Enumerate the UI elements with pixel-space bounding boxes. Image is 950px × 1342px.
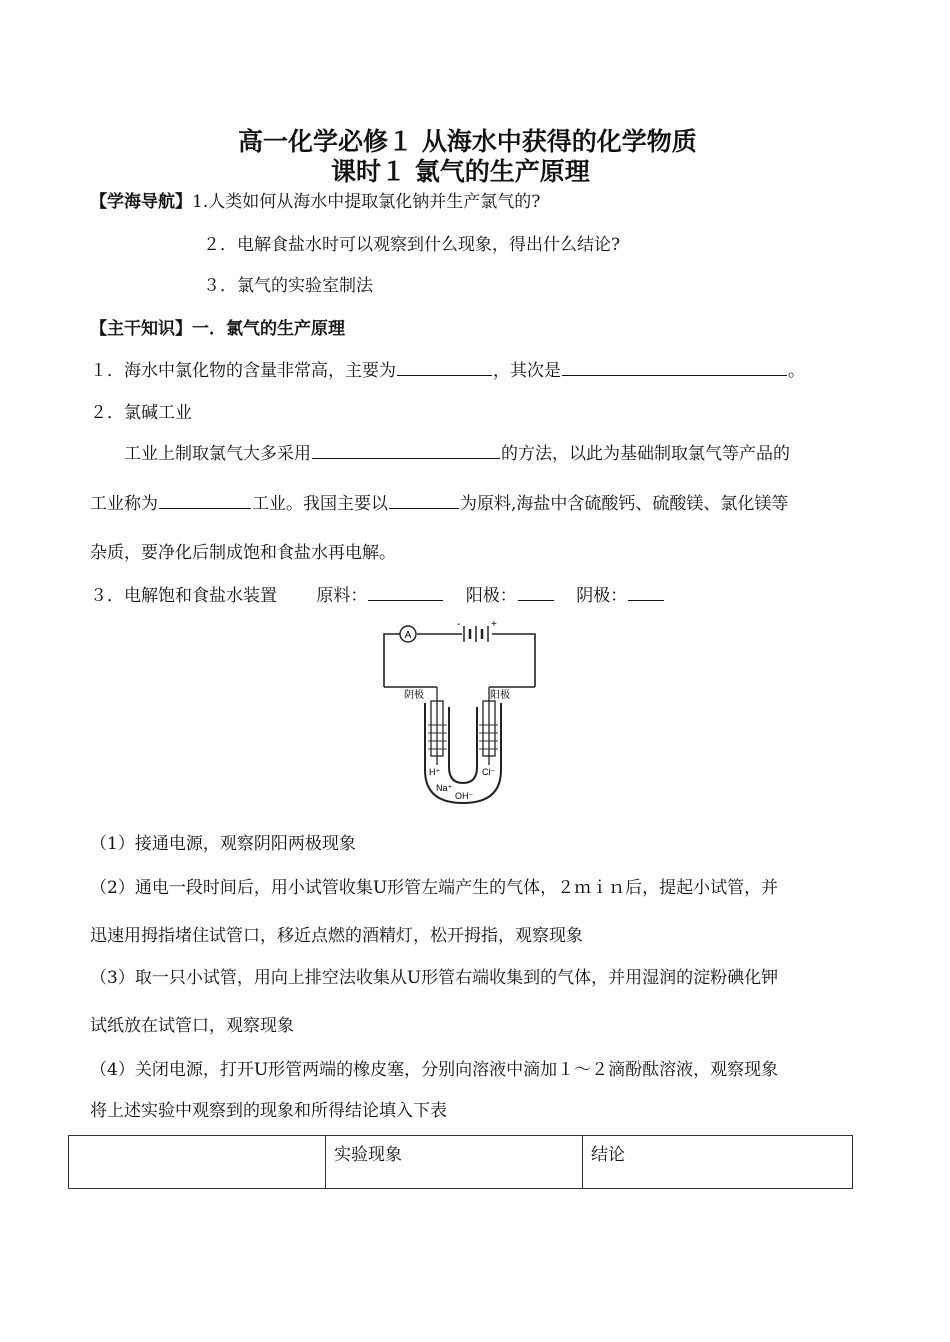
battery-icon bbox=[464, 626, 488, 642]
blank-method[interactable] bbox=[312, 443, 500, 459]
step-2-line-2: 迅速用拇指堵住试管口，移近点燃的酒精灯，松开拇指，观察现象 bbox=[90, 926, 583, 946]
step-4: （4）关闭电源，打开U形管两端的橡皮塞，分别向溶液中滴加１～２滴酚酞溶液，观察现象 bbox=[90, 1060, 779, 1080]
page-title: 高一化学必修１ 从海水中获得的化学物质 bbox=[238, 127, 697, 156]
q2-text-a: 工业上制取氯气大多采用 bbox=[124, 444, 311, 464]
q2-text-e: 为原料,海盐中含硫酸钙、硫酸镁、氯化镁等 bbox=[460, 494, 789, 514]
table-header-blank[interactable] bbox=[69, 1136, 326, 1189]
u-tube-inner bbox=[449, 707, 477, 783]
question-2-line-3: 杂质，要净化后制成饱和食盐水再电解。 bbox=[90, 543, 396, 563]
q3-label: ３．电解饱和食盐水装置 bbox=[90, 586, 277, 606]
knowledge-heading bbox=[90, 314, 345, 339]
table-row bbox=[69, 1136, 853, 1189]
q2-text-b: 的方法，以此为基础制取氯气等产品的 bbox=[501, 444, 790, 464]
nav-item-1: 1.人类如何从海水中提取氯化钠并生产氯气的? bbox=[192, 192, 541, 212]
step-1: （1）接通电源，观察阴阳两极现象 bbox=[90, 834, 356, 854]
q3-anode-label: 阳极： bbox=[465, 586, 517, 606]
question-1 bbox=[90, 356, 805, 381]
question-2-line-2 bbox=[90, 489, 788, 514]
q2-text-c: 工业称为 bbox=[90, 494, 158, 514]
battery-plus: + bbox=[491, 619, 497, 630]
knowledge-title: 一．氯气的生产原理 bbox=[192, 319, 345, 339]
nav-tag: 【学海导航】 bbox=[90, 192, 192, 212]
q2-text-d: 工业。我国主要以 bbox=[252, 494, 388, 514]
q1-text-a: １．海水中氯化物的含量非常高，主要为 bbox=[90, 361, 396, 381]
nav-item-2: ２．电解食盐水时可以观察到什么现象，得出什么结论? bbox=[203, 235, 621, 255]
table-header-conclusion: 结论 bbox=[583, 1136, 853, 1189]
blank-industry-name[interactable] bbox=[159, 493, 251, 509]
nav-section bbox=[90, 187, 540, 212]
battery-minus: - bbox=[457, 619, 461, 630]
blank-secondary-chloride[interactable] bbox=[562, 360, 787, 376]
q1-text-c: 。 bbox=[788, 361, 805, 381]
page-subtitle: 课时１ 氯气的生产原理 bbox=[331, 157, 590, 186]
q1-text-b: ，其次是 bbox=[493, 361, 561, 381]
question-2-line-1 bbox=[124, 439, 790, 464]
q3-raw-label: 原料： bbox=[316, 586, 368, 606]
q3-cathode-label: 阴极： bbox=[576, 586, 628, 606]
blank-raw[interactable] bbox=[368, 585, 443, 601]
ammeter-label: A bbox=[404, 630, 412, 641]
ion-cl: Cl⁻ bbox=[482, 767, 496, 777]
blank-cathode[interactable] bbox=[628, 585, 664, 601]
step-2-line-1: （2）通电一段时间后，用小试管收集U形管左端产生的气体，２ｍｉｎ后，提起小试管，并 bbox=[90, 878, 779, 898]
blank-raw-material[interactable] bbox=[389, 493, 459, 509]
solution-level-marks bbox=[428, 725, 498, 749]
ion-oh: OH⁻ bbox=[455, 791, 474, 801]
step-3-line-1: （3）取一只小试管，用向上排空法收集从U形管右端收集到的气体，并用湿润的淀粉碘化钾 bbox=[90, 968, 779, 988]
ion-h: H⁺ bbox=[429, 767, 441, 777]
step-5: 将上述实验中观察到的现象和所得结论填入下表 bbox=[90, 1101, 447, 1121]
question-2-label: ２．氯碱工业 bbox=[90, 403, 192, 423]
knowledge-tag: 【主干知识】 bbox=[90, 319, 192, 339]
electrolysis-apparatus-figure bbox=[370, 615, 560, 810]
anode-label: 阳极 bbox=[490, 690, 510, 701]
table-header-phenomenon: 实验现象 bbox=[326, 1136, 583, 1189]
nav-item-3: ３．氯气的实验室制法 bbox=[203, 276, 373, 296]
question-3 bbox=[90, 581, 665, 606]
cathode-label: 阴极 bbox=[404, 690, 424, 701]
step-3-line-2: 试纸放在试管口，观察现象 bbox=[90, 1016, 294, 1036]
blank-anode[interactable] bbox=[518, 585, 554, 601]
ion-na: Na⁺ bbox=[436, 783, 453, 793]
blank-main-chloride[interactable] bbox=[397, 360, 492, 376]
results-table bbox=[68, 1135, 853, 1189]
